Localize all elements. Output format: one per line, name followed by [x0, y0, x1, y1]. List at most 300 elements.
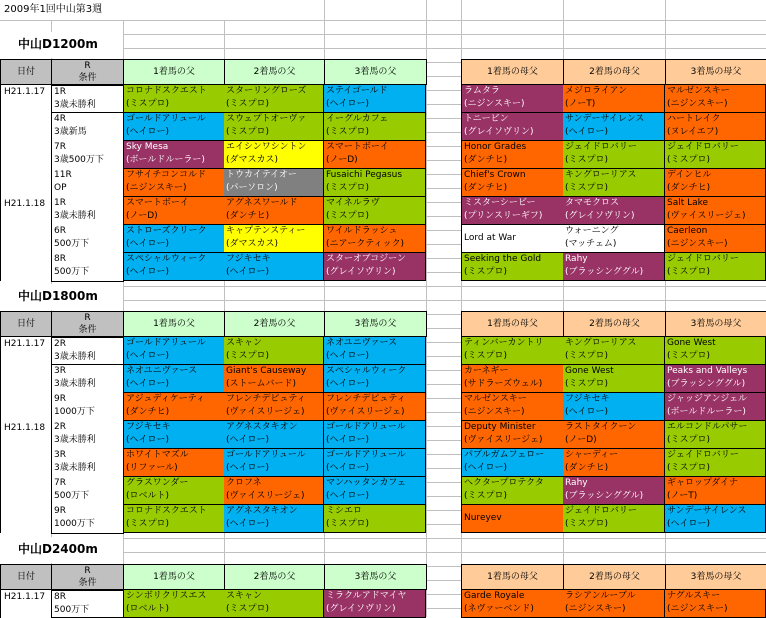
sire-name: コロナドスクエスト — [126, 86, 207, 96]
sire-cell — [224, 225, 324, 253]
damsire-line: (ミスプロ) — [464, 267, 508, 277]
sire-cell — [123, 169, 225, 197]
sire-name: マイネルラヴ — [326, 198, 380, 208]
sire-line: (ヘイロー) — [126, 379, 170, 389]
damsire-line: (ヘイロー) — [667, 519, 711, 529]
damsire-cell — [461, 141, 564, 169]
sire-cell — [123, 365, 225, 393]
race-number: 3R — [54, 450, 66, 460]
damsire-line: (ニジンスキー) — [667, 239, 728, 249]
damsire-line: (ミスプロ) — [565, 519, 609, 529]
sire-name: スキャン — [226, 338, 263, 348]
header-damsire-2: 2着馬の母父 — [563, 59, 666, 85]
sire-cell — [324, 393, 426, 421]
header-race-label: R — [84, 566, 91, 576]
sire-name: ゴールドアリュール — [226, 450, 306, 460]
damsire-line: (マッチェム) — [565, 239, 617, 249]
race-number: 3R — [54, 366, 66, 376]
race-cell — [51, 253, 124, 282]
damsire-line: (ヘイロー) — [464, 463, 508, 473]
sire-cell — [324, 85, 426, 113]
sire-line: (ニアークティック) — [326, 239, 405, 249]
row-date — [0, 113, 51, 141]
damsire-line: (ミスプロ) — [565, 351, 609, 361]
sire-line: (ヘイロー) — [326, 379, 370, 389]
sire-name: ミラクルアドマイヤ — [326, 591, 407, 601]
sire-name: スマートボーイ — [126, 198, 189, 208]
sire-name: アグネスワールド — [226, 198, 298, 208]
damsire-name: ギャロップダイナ — [667, 478, 739, 488]
row-date — [0, 253, 51, 281]
sire-line: (ヘイロー) — [226, 519, 270, 529]
damsire-cell — [563, 113, 665, 141]
race-number: 2R — [54, 339, 66, 349]
race-number: 7R — [54, 478, 66, 488]
damsire-line: (ノーD) — [565, 435, 597, 445]
damsire-name: ジェイドロバリー — [667, 450, 739, 460]
sire-cell — [224, 169, 324, 197]
header-sire-1: 1着馬の父 — [123, 564, 225, 590]
race-condition: 500万下 — [54, 491, 90, 501]
sire-cell — [123, 590, 225, 618]
sire-cell — [324, 449, 426, 477]
sire-name: フジキセキ — [226, 254, 271, 264]
sire-line: (ヴァイスリージェ) — [326, 407, 405, 417]
damsire-line: (ノーT) — [667, 491, 698, 501]
race-cell — [51, 85, 124, 113]
damsire-cell — [665, 113, 766, 141]
damsire-name: タマモクロス — [565, 198, 620, 208]
sire-line: (グレイソヴリン) — [326, 267, 396, 277]
damsire-cell — [665, 590, 766, 618]
sire-cell — [324, 505, 426, 533]
sire-cell — [123, 141, 225, 169]
sire-line: (ミスプロ) — [226, 604, 270, 614]
damsire-name: ジャッジアンジェル — [667, 394, 748, 404]
damsire-line: (ミスプロ) — [565, 183, 609, 193]
sire-cell — [224, 113, 324, 141]
damsire-name: サンデーサイレンス — [565, 114, 645, 124]
damsire-name: Deputy Minister — [464, 422, 536, 432]
sire-name: Fusaichi Pegasus — [326, 170, 403, 180]
sire-cell — [123, 85, 225, 113]
sire-line: (ミスプロ) — [226, 127, 270, 137]
race-number: 1R — [54, 87, 66, 97]
race-cell — [51, 337, 124, 365]
damsire-cell — [563, 590, 665, 618]
damsire-name: Gone West — [667, 338, 716, 348]
damsire-name: カーネギー — [464, 366, 509, 376]
damsire-name: Rahy — [565, 254, 588, 264]
sire-cell — [324, 169, 426, 197]
sire-line: (ヘイロー) — [226, 435, 270, 445]
race-number: 8R — [54, 592, 66, 602]
race-cell — [51, 505, 124, 534]
sire-name: アジュディケーティ — [126, 394, 206, 404]
damsire-cell — [563, 505, 665, 533]
sire-name: フレンチデピュティ — [326, 394, 406, 404]
sire-name: スターリングローズ — [226, 86, 307, 96]
sire-cell — [224, 85, 324, 113]
race-number: 6R — [54, 226, 66, 236]
damsire-name: デインヒル — [667, 170, 712, 180]
race-number: 7R — [54, 142, 66, 152]
damsire-line: (ミスプロ) — [565, 379, 609, 389]
race-cell — [51, 113, 124, 142]
damsire-line: (ヴァイスリージェ) — [667, 211, 746, 221]
sire-name: ネオユニヴァース — [326, 338, 398, 348]
header-date: 日付 — [0, 564, 52, 590]
sire-line: (ヘイロー) — [226, 267, 270, 277]
sire-line: (ミスプロ) — [126, 519, 170, 529]
damsire-name: サンデーサイレンス — [667, 506, 747, 516]
sire-line: (ヘイロー) — [126, 351, 170, 361]
sire-name: アグネスタキオン — [226, 506, 298, 516]
damsire-name: マルゼンスキー — [464, 394, 527, 404]
damsire-cell — [665, 365, 766, 393]
damsire-name: ジェイドロバリー — [565, 506, 637, 516]
damsire-line: (ミスプロ) — [667, 155, 711, 165]
damsire-line: (ニジンスキー) — [667, 604, 728, 614]
section-title: 中山D2400m — [0, 537, 123, 563]
sire-line: (ボールドルーラー) — [126, 155, 205, 165]
damsire-name: Seeking the Gold — [464, 254, 542, 264]
sire-line: (ヘイロー) — [126, 239, 170, 249]
sire-cell — [123, 113, 225, 141]
header-date: 日付 — [0, 59, 52, 85]
header-damsire-1: 1着馬の母父 — [461, 564, 564, 590]
damsire-line: (ブラッシンググル) — [667, 379, 746, 389]
damsire-line: (ブラッシンググル) — [565, 267, 644, 277]
sire-line: (ヘイロー) — [326, 435, 370, 445]
damsire-line: (ミスプロ) — [667, 435, 711, 445]
sire-cell — [224, 477, 324, 505]
damsire-cell — [461, 477, 564, 505]
damsire-cell — [461, 253, 564, 281]
damsire-cell — [461, 590, 564, 618]
damsire-line: (ダンチヒ) — [464, 155, 508, 165]
sire-line: (パーソロン) — [226, 183, 278, 193]
damsire-line: (ノーT) — [565, 99, 596, 109]
sire-cell — [123, 225, 225, 253]
damsire-cell — [665, 449, 766, 477]
race-number: 8R — [54, 254, 66, 264]
sire-line: (ダマスカス) — [226, 239, 279, 249]
sire-line: (ダンチヒ) — [226, 211, 270, 221]
race-cell — [51, 421, 124, 450]
sire-cell — [224, 421, 324, 449]
race-condition: 3歳未勝利 — [54, 352, 96, 362]
row-date — [0, 141, 51, 169]
sire-cell — [123, 393, 225, 421]
sire-cell — [123, 337, 225, 365]
race-number: 9R — [54, 506, 66, 516]
race-condition: OP — [54, 183, 67, 193]
race-condition: 3歳未勝利 — [54, 211, 96, 221]
race-cell — [51, 393, 124, 422]
race-number: 11R — [54, 170, 72, 180]
sire-name: Giant's Causeway — [226, 366, 307, 376]
sire-line: (ミスプロ) — [126, 99, 170, 109]
sire-name: スマートボーイ — [326, 142, 389, 152]
row-date — [0, 169, 51, 197]
sire-name: マンハッタンカフェ — [326, 478, 406, 488]
sire-name: グラスワンダー — [126, 478, 189, 488]
row-date: H21.1.17 — [0, 590, 51, 618]
damsire-name: Nureyev — [464, 513, 502, 523]
damsire-name: Lord at War — [464, 233, 516, 243]
row-date — [0, 449, 51, 477]
damsire-cell — [665, 141, 766, 169]
gridline — [426, 0, 427, 617]
sire-cell — [324, 197, 426, 225]
damsire-cell — [665, 169, 766, 197]
sire-line: (ヘイロー) — [226, 463, 270, 473]
sire-line: (グレイソヴリン) — [326, 604, 396, 614]
damsire-cell — [563, 141, 665, 169]
sire-line: (ノーD) — [126, 211, 158, 221]
damsire-cell — [461, 421, 564, 449]
sire-line: (ヘイロー) — [326, 99, 370, 109]
row-date: H21.1.18 — [0, 197, 51, 225]
damsire-name: シャーディー — [565, 450, 619, 460]
sire-line: (ヘイロー) — [326, 351, 370, 361]
damsire-name: ラストタイクーン — [565, 422, 637, 432]
sire-line: (ヘイロー) — [126, 435, 170, 445]
header-sire-3: 3着馬の父 — [324, 311, 427, 337]
damsire-name: Chief's Crown — [464, 170, 526, 180]
sire-cell — [324, 477, 426, 505]
damsire-name: ヘクタープロテクタ — [464, 478, 544, 488]
race-condition: 500万下 — [54, 267, 90, 277]
gridline — [0, 20, 766, 21]
damsire-name: ウォーニング — [565, 226, 619, 236]
damsire-name: Gone West — [565, 366, 614, 376]
row-date: H21.1.17 — [0, 337, 51, 365]
damsire-line: (ミスプロ) — [667, 463, 711, 473]
damsire-name: フジキセキ — [565, 394, 610, 404]
damsire-name: マルゼンスキー — [667, 86, 730, 96]
sire-cell — [324, 141, 426, 169]
header-damsire-2: 2着馬の母父 — [563, 564, 666, 590]
damsire-cell — [563, 85, 665, 113]
sire-name: スターオブコジーン — [326, 254, 406, 264]
sire-name: アグネスタキオン — [226, 422, 298, 432]
damsire-name: キングローリアス — [565, 338, 637, 348]
damsire-cell — [461, 85, 564, 113]
sire-cell — [324, 253, 426, 281]
damsire-name: ジェイドロバリー — [667, 254, 739, 264]
sire-cell — [224, 393, 324, 421]
sire-line: (ロベルト) — [126, 491, 170, 501]
sire-cell — [123, 253, 225, 281]
damsire-name: ラシアンルーブル — [565, 591, 636, 601]
sire-cell — [224, 197, 324, 225]
sire-name: コロナドスクエスト — [126, 506, 207, 516]
sire-name: ゴールドアリュール — [326, 450, 406, 460]
damsire-cell — [665, 197, 766, 225]
header-condition-label: 条件 — [78, 325, 97, 335]
sire-name: ストローズクリーク — [126, 226, 207, 236]
damsire-line: (ヴァイスリージェ) — [464, 435, 543, 445]
race-condition: 3歳未勝利 — [54, 435, 96, 445]
race-number: 9R — [54, 394, 66, 404]
header-sire-3: 3着馬の父 — [324, 59, 427, 85]
damsire-name: ハートレイク — [667, 114, 721, 124]
damsire-cell — [461, 113, 564, 141]
sire-name: エイシンワシントン — [226, 142, 307, 152]
damsire-line: (ヌレイエフ) — [667, 127, 719, 137]
sire-line: (ミスプロ) — [226, 351, 270, 361]
race-condition: 3歳未勝利 — [54, 379, 96, 389]
race-number: 4R — [54, 114, 66, 124]
row-date: H21.1.17 — [0, 85, 51, 113]
section-title: 中山D1200m — [0, 32, 123, 58]
damsire-cell — [461, 393, 564, 421]
damsire-cell — [665, 421, 766, 449]
damsire-line: (ニジンスキー) — [565, 604, 626, 614]
section-title: 中山D1800m — [0, 284, 123, 310]
sire-line: (ミスプロ) — [326, 211, 370, 221]
damsire-cell — [665, 477, 766, 505]
sire-cell — [224, 253, 324, 281]
damsire-line: (ミスプロ) — [464, 351, 508, 361]
header-sire-1: 1着馬の父 — [123, 59, 225, 85]
damsire-name: Garde Royale — [464, 591, 525, 601]
race-cell — [51, 141, 124, 170]
sire-line: (ダンチヒ) — [126, 407, 170, 417]
damsire-cell — [461, 505, 564, 533]
sire-cell — [224, 449, 324, 477]
race-condition: 3歳未勝利 — [54, 463, 96, 473]
damsire-name: Honor Grades — [464, 142, 527, 152]
header-sire-3: 3着馬の父 — [324, 564, 427, 590]
race-condition: 1000万下 — [54, 407, 95, 417]
sire-name: ワイルドラッシュ — [326, 226, 398, 236]
sire-line: (ノーD) — [326, 155, 358, 165]
damsire-cell — [665, 225, 766, 253]
header-race-label: R — [84, 313, 91, 323]
sire-name: ネオユニヴァース — [126, 366, 198, 376]
header-condition-label: 条件 — [78, 578, 97, 588]
header-race — [51, 59, 124, 85]
damsire-cell — [665, 337, 766, 365]
damsire-line: (ミスプロ) — [667, 267, 711, 277]
damsire-name: ティンバーカントリ — [464, 338, 544, 348]
damsire-cell — [563, 365, 665, 393]
row-date — [0, 477, 51, 505]
header-damsire-1: 1着馬の母父 — [461, 311, 564, 337]
sire-name: スキャン — [226, 591, 263, 601]
row-date — [0, 225, 51, 253]
race-cell — [51, 449, 124, 478]
sire-line: (リファール) — [126, 463, 178, 473]
header-date: 日付 — [0, 311, 52, 337]
sire-name: フサイチコンコルド — [126, 170, 207, 180]
sire-line: (ヴァイスリージェ) — [226, 491, 305, 501]
sire-line: (ニジンスキー) — [126, 183, 187, 193]
header-sire-2: 2着馬の父 — [224, 311, 325, 337]
sire-name: スペシャルウィーク — [126, 254, 207, 264]
damsire-line: (ネヴァーベンド) — [464, 604, 534, 614]
sire-name: フジキセキ — [126, 422, 171, 432]
sire-cell — [123, 421, 225, 449]
sire-cell — [123, 477, 225, 505]
race-number: 2R — [54, 422, 66, 432]
damsire-line: (ヘイロー) — [565, 127, 609, 137]
race-cell — [51, 590, 124, 618]
sire-line: (ロベルト) — [126, 604, 170, 614]
sire-cell — [123, 505, 225, 533]
sire-line: (ストームバード) — [226, 379, 297, 389]
race-cell — [51, 365, 124, 394]
sire-name: トウカイテイオー — [226, 170, 297, 180]
damsire-line: (ニジンスキー) — [464, 407, 525, 417]
sire-name: スウェプトオーヴァ — [226, 114, 307, 124]
sire-cell — [324, 590, 426, 618]
header-damsire-3: 3着馬の母父 — [665, 311, 766, 337]
header-race — [51, 564, 124, 590]
damsire-name: ラムタラ — [464, 86, 500, 96]
damsire-name: キングローリアス — [565, 170, 637, 180]
sire-cell — [224, 365, 324, 393]
sire-line: (ヘイロー) — [326, 463, 370, 473]
race-condition: 1000万下 — [54, 519, 95, 529]
row-date — [0, 393, 51, 421]
sire-cell — [123, 197, 225, 225]
damsire-cell — [665, 253, 766, 281]
header-damsire-1: 1着馬の母父 — [461, 59, 564, 85]
damsire-cell — [563, 449, 665, 477]
damsire-line: (ニジンスキー) — [667, 99, 728, 109]
race-cell — [51, 197, 124, 226]
damsire-line: (ダンチヒ) — [667, 183, 711, 193]
header-race-label: R — [84, 61, 91, 71]
race-cell — [51, 477, 124, 506]
race-condition: 500万下 — [54, 605, 90, 615]
sire-name: Sky Mesa — [126, 142, 169, 152]
sire-line: (ミスプロ) — [326, 183, 370, 193]
sire-cell — [224, 337, 324, 365]
sire-line: (ミスプロ) — [326, 519, 370, 529]
race-condition: 3歳新馬 — [54, 127, 87, 137]
sire-name: シンボリクリスエス — [126, 591, 207, 601]
sire-line: (ミスプロ) — [226, 99, 270, 109]
sire-name: ゴールドアリュール — [126, 114, 206, 124]
sire-cell — [324, 225, 426, 253]
damsire-line: (グレイソヴリン) — [464, 127, 534, 137]
damsire-name: Peaks and Valleys — [667, 366, 748, 376]
sire-cell — [324, 337, 426, 365]
race-cell — [51, 169, 124, 198]
sire-cell — [224, 590, 324, 618]
sire-name: ミシエロ — [326, 506, 363, 516]
damsire-cell — [665, 505, 766, 533]
sire-line: (ヘイロー) — [326, 491, 370, 501]
damsire-line: (ブラッシンググル) — [565, 491, 644, 501]
damsire-name: Rahy — [565, 478, 588, 488]
damsire-cell — [665, 85, 766, 113]
page-title: 2009年1回中山第3週 — [0, 0, 260, 20]
damsire-cell — [563, 169, 665, 197]
damsire-line: (ミスプロ) — [464, 491, 508, 501]
sire-name: スペシャルウィーク — [326, 366, 407, 376]
damsire-cell — [461, 449, 564, 477]
damsire-name: メジロライアン — [565, 86, 628, 96]
sire-name: ゴールドアリュール — [126, 338, 206, 348]
damsire-cell — [461, 197, 564, 225]
damsire-name: ジェイドロバリー — [667, 142, 739, 152]
